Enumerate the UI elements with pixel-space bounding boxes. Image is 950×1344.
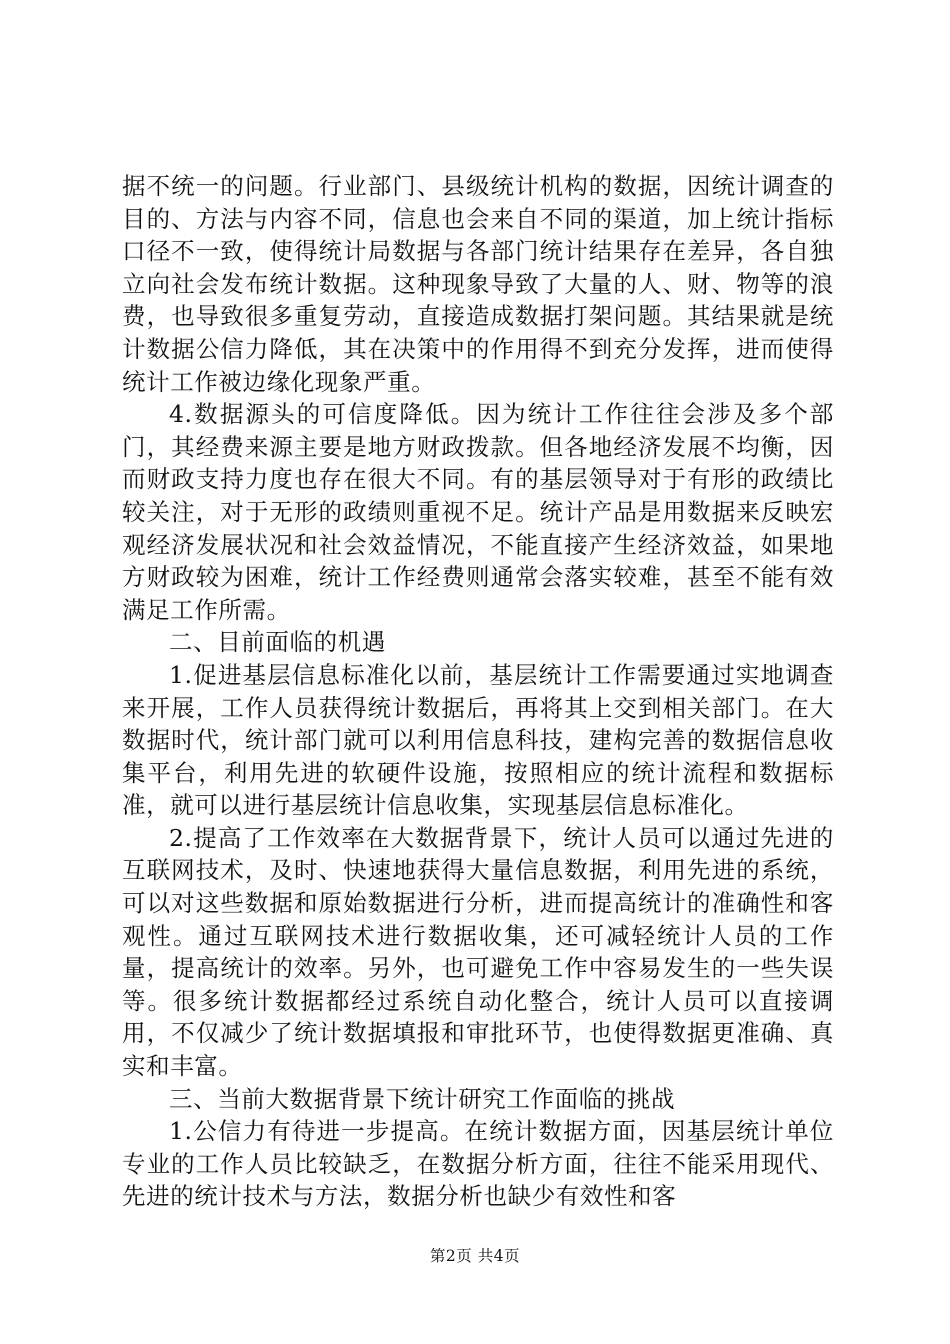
section-heading-2: 二、目前面临的机遇 — [169, 628, 386, 657]
paragraph-opportunity-1: 1.促进基层信息标准化以前，基层统计工作需要通过实地调查来开展，工作人员获得统计数据后，再将其上交到相关部门。在大数据时代，统计部门就可以利用信息科技，建构完善的数据信息收集平台，利用先进的软硬件设施，按照相应的统计流程和数据标准，就可以进行基层统计信息收集，实现基层信息标准化。 — [122, 660, 834, 820]
paragraph-continued: 据不统一的问题。行业部门、县级统计机构的数据，因统计调查的目的、方法与内容不同，信息也会来自不同的渠道，加上统计指标口径不一致，使得统计局数据与各部门统计结果存在差异，各自独立向社会发布统计数据。这种现象导致了大量的人、财、物等的浪费，也导致很多重复劳动，直接造成数据打架问题。其结果就是统计数据公信力降低，其在决策中的作用得不到充分发挥，进而使得统计工作被边缘化现象严重。 — [122, 172, 834, 396]
paragraph-point-4: 4.数据源头的可信度降低。因为统计工作往往会涉及多个部门，其经费来源主要是地方财政拨款。但各地经济发展不均衡，因而财政支持力度也存在很大不同。有的基层领导对于有形的政绩比较关注，对于无形的政绩则重视不足。统计产品是用数据来反映宏观经济发展状况和社会效益情况，不能直接产生经济效益，如果地方财政较为困难，统计工作经费则通常会落实较难，甚至不能有效满足工作所需。 — [122, 400, 834, 624]
section-heading-3: 三、当前大数据背景下统计研究工作面临的挑战 — [169, 1084, 676, 1113]
document-body — [122, 170, 834, 1213]
paragraph-opportunity-2: 2.提高了工作效率在大数据背景下，统计人员可以通过先进的互联网技术，及时、快速地获得大量信息数据，利用先进的系统，可以对这些数据和原始数据进行分析，进而提高统计的准确性和客观性。通过互联网技术进行数据收集，还可减轻统计人员的工作量，提高统计的效率。另外，也可避免工作中容易发生的一些失误等。很多统计数据都经过系统自动化整合，统计人员可以直接调用，不仅减少了统计数据填报和审批环节，也使得数据更准确、真实和丰富。 — [122, 823, 834, 1081]
page-number-footer: 第2页 共4页 — [429, 1247, 521, 1265]
paragraph-challenge-1: 1.公信力有待进一步提高。在统计数据方面，因基层统计单位专业的工作人员比较缺乏，在数据分析方面，往往不能采用现代、先进的统计技术与方法，数据分析也缺少有效性和客 — [122, 1117, 834, 1211]
